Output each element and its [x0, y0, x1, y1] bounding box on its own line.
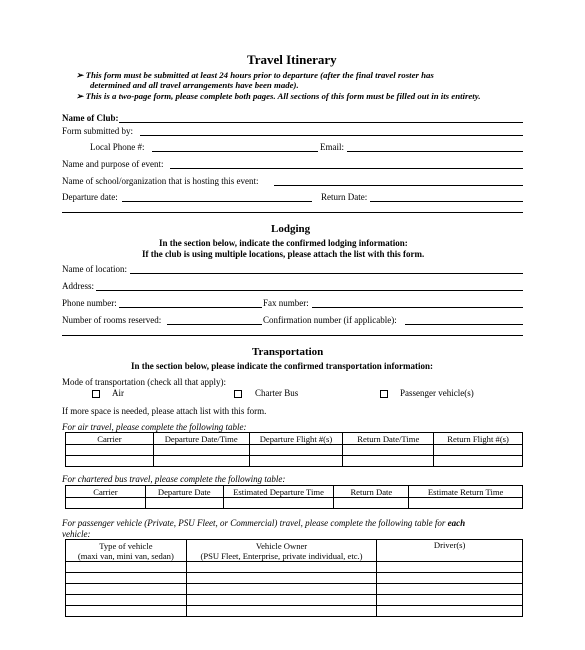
table-row [66, 498, 523, 509]
space-note: If more space is needed, please attach list with this form. [62, 406, 267, 416]
column-header: Estimated Departure Time [223, 486, 334, 498]
table-cell[interactable] [377, 606, 523, 617]
column-header: Departure Flight #(s) [249, 433, 343, 445]
section-divider [62, 212, 523, 213]
note-submit-deadline: ➢ This form must be submitted at least 24 hours prior to departure (after the final travel roster has [76, 70, 434, 80]
note-two-page: ➢ This is a two-page form, please complete both pages. All sections of this form must be filled out in its entirety. [76, 91, 481, 101]
table-cell[interactable] [66, 445, 154, 456]
local-phone-label: Local Phone #: [90, 142, 145, 152]
email-field[interactable] [347, 151, 523, 152]
submitted-by-field[interactable] [140, 135, 523, 136]
table-cell[interactable] [66, 584, 187, 595]
column-header-vehicle-type [66, 540, 187, 562]
table-cell[interactable] [153, 445, 249, 456]
air-checkbox[interactable] [92, 390, 100, 398]
bus-travel-table [65, 485, 523, 509]
passenger-vehicle-checkbox[interactable] [380, 390, 388, 398]
lodging-instructions-multiple: If the club is using multiple locations, please attach the list with this form. [142, 249, 425, 259]
table-cell[interactable] [223, 498, 334, 509]
vehicle-caption-text: For passenger vehicle (Private, PSU Fleet, or Commercial) travel, please complete the following table for [62, 518, 448, 528]
table-cell[interactable] [186, 584, 377, 595]
table-cell[interactable] [145, 498, 223, 509]
table-row [66, 573, 523, 584]
location-field[interactable] [130, 273, 523, 274]
column-header: Estimate Return Time [409, 486, 523, 498]
header-line: Vehicle Owner [255, 540, 308, 551]
transportation-heading: Transportation [252, 346, 324, 358]
table-cell[interactable] [66, 606, 187, 617]
table-row [66, 456, 523, 467]
departure-label: Departure date: [62, 192, 118, 202]
address-field[interactable] [96, 290, 523, 291]
table-row [66, 595, 523, 606]
table-cell[interactable] [66, 456, 154, 467]
table-cell[interactable] [334, 498, 409, 509]
submitted-by-label: Form submitted by: [62, 126, 134, 136]
vehicle-caption-emphasis: each [447, 518, 466, 528]
table-cell[interactable] [186, 573, 377, 584]
return-date-label: Return Date: [321, 192, 368, 202]
table-header-row [66, 433, 523, 445]
table-row [66, 562, 523, 573]
column-header: Departure Date/Time [153, 433, 249, 445]
column-header: Departure Date [145, 486, 223, 498]
lodging-phone-label: Phone number: [62, 298, 117, 308]
fax-field[interactable] [312, 307, 523, 308]
table-header-row [66, 486, 523, 498]
column-header: Return Date [334, 486, 409, 498]
host-label: Name of school/organization that is hosting this event: [62, 176, 259, 186]
table-cell[interactable] [249, 445, 343, 456]
table-cell[interactable] [66, 498, 146, 509]
passenger-vehicle-option-label: Passenger vehicle(s) [400, 388, 474, 398]
vehicle-travel-table [65, 539, 523, 617]
table-cell[interactable] [377, 584, 523, 595]
table-cell[interactable] [409, 498, 523, 509]
email-label: Email: [320, 142, 344, 152]
lodging-heading: Lodging [271, 223, 311, 235]
table-cell[interactable] [186, 562, 377, 573]
column-header: Return Date/Time [343, 433, 434, 445]
lodging-instructions: In the section below, indicate the confirmed lodging information: [159, 238, 408, 248]
departure-field[interactable] [122, 201, 312, 202]
section-divider [62, 335, 523, 336]
vehicle-table-caption-cont: vehicle: [62, 529, 91, 539]
air-table-caption: For air travel, please complete the following table: [62, 422, 247, 432]
table-cell[interactable] [186, 595, 377, 606]
vehicle-table-caption [62, 518, 465, 528]
charter-bus-checkbox[interactable] [234, 390, 242, 398]
column-header: Carrier [66, 433, 154, 445]
header-line: (PSU Fleet, Enterprise, private individual, etc.) [200, 550, 363, 561]
table-row [66, 606, 523, 617]
table-cell[interactable] [377, 562, 523, 573]
confirmation-label: Confirmation number (if applicable): [263, 315, 397, 325]
table-cell[interactable] [377, 595, 523, 606]
header-line: Type of vehicle [99, 540, 153, 551]
column-header-drivers: Driver(s) [377, 540, 523, 562]
fax-label: Fax number: [263, 298, 309, 308]
club-field[interactable] [119, 122, 523, 123]
table-row [66, 584, 523, 595]
table-cell[interactable] [66, 562, 187, 573]
lodging-phone-field[interactable] [119, 307, 262, 308]
table-row [66, 445, 523, 456]
location-label: Name of location: [62, 264, 127, 274]
header-line: (maxi van, mini van, sedan) [77, 550, 174, 561]
column-header-vehicle-owner [186, 540, 377, 562]
return-date-field[interactable] [370, 201, 523, 202]
table-cell[interactable] [343, 456, 434, 467]
note-submit-deadline-cont: determined and all travel arrangements have been made). [90, 80, 299, 90]
local-phone-field[interactable] [152, 151, 318, 152]
column-header: Carrier [66, 486, 146, 498]
table-header-row [66, 540, 523, 562]
host-field[interactable] [274, 185, 523, 186]
table-cell[interactable] [66, 595, 187, 606]
rooms-label: Number of rooms reserved: [62, 315, 162, 325]
club-label: Name of Club: [62, 113, 119, 123]
table-cell[interactable] [434, 456, 523, 467]
table-cell[interactable] [186, 606, 377, 617]
column-header: Return Flight #(s) [434, 433, 523, 445]
charter-bus-option-label: Charter Bus [255, 388, 299, 398]
table-cell[interactable] [434, 445, 523, 456]
transportation-instructions: In the section below, please indicate the confirmed transportation information: [131, 361, 433, 371]
confirmation-field[interactable] [405, 324, 523, 325]
table-cell[interactable] [153, 456, 249, 467]
event-field[interactable] [170, 168, 523, 169]
event-label: Name and purpose of event: [62, 159, 164, 169]
page-title: Travel Itinerary [247, 52, 337, 67]
table-cell[interactable] [377, 573, 523, 584]
air-travel-table [65, 432, 523, 467]
bus-table-caption: For chartered bus travel, please complete the following table: [62, 474, 286, 484]
table-cell[interactable] [66, 573, 187, 584]
address-label: Address: [62, 281, 94, 291]
table-cell[interactable] [343, 445, 434, 456]
rooms-field[interactable] [167, 324, 262, 325]
mode-label: Mode of transportation (check all that apply): [62, 377, 226, 387]
air-option-label: Air [112, 388, 124, 398]
table-cell[interactable] [249, 456, 343, 467]
